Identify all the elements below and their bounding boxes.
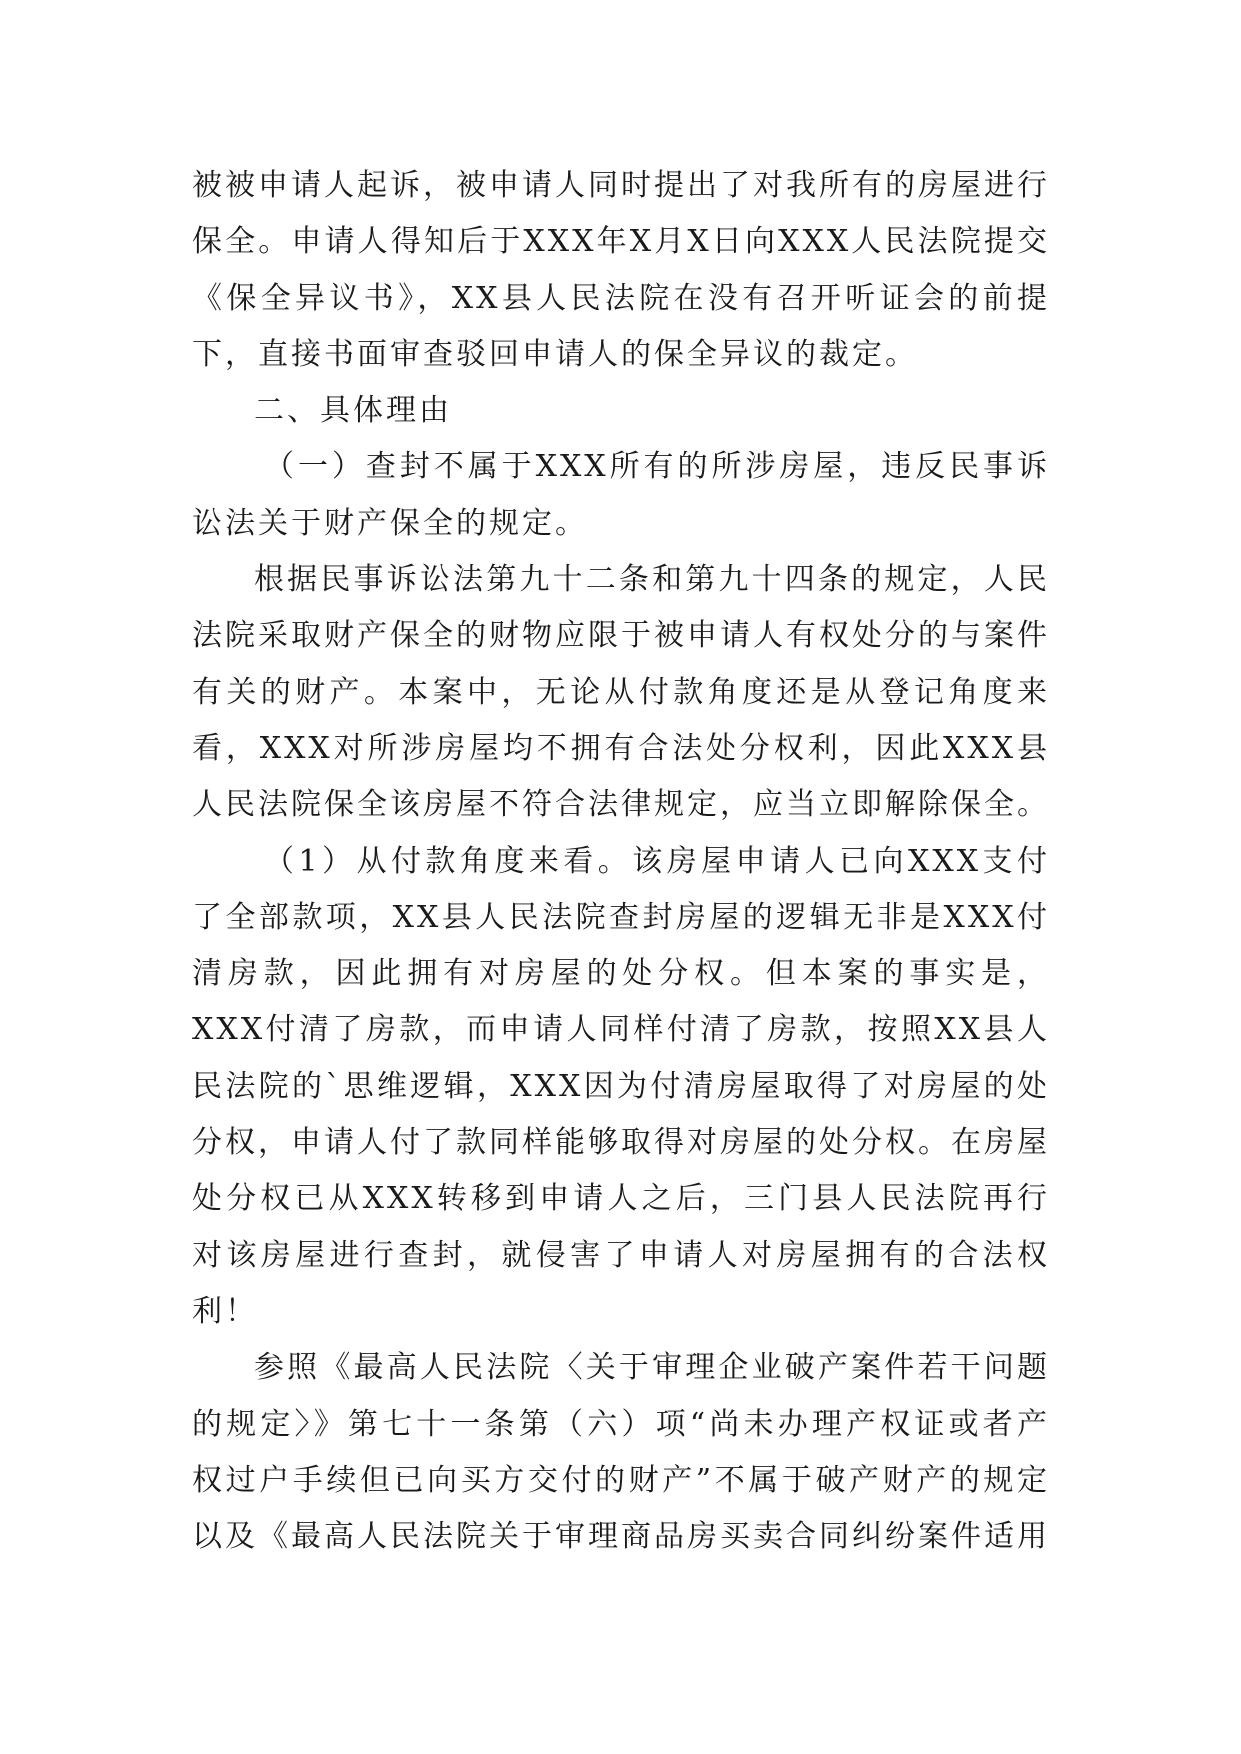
paragraph-payment-perspective: （1）从付款角度来看。该房屋申请人已向XXX支付了全部款项，XX县人民法院查封房屋的逻辑无非是XXX付清房款，因此拥有对房屋的处分权。但本案的事实是，XXX付清了房款，而申请人同样付清了房款，按照XX县人民法院的`思维逻辑，XXX因为付清房屋取得了对房屋的处分权，申请人付了款同样能够取得对房屋的处分权。在房屋处分权已从XXX转移到申请人之后，三门县人民法院再行对该房屋进行查封，就侵害了申请人对房屋拥有的合法权利！ xyxy=(192,843,1050,1329)
document-body xyxy=(192,158,1050,1565)
paragraph-reason-one-heading: （一）查封不属于XXX所有的所涉房屋，违反民事诉讼法关于财产保全的规定。 xyxy=(192,449,1050,541)
paragraph-civil-procedure-basis: 根据民事诉讼法第九十二条和第九十四条的规定，人民法院采取财产保全的财物应限于被申请人有权处分的与案件有关的财产。本案中，无论从付款角度还是从登记角度来看，XXX对所涉房屋均不拥有合法处分权利，因此XXX县人民法院保全该房屋不符合法律规定，应当立即解除保全。 xyxy=(192,562,1050,823)
section-heading-specific-reasons: 二、具体理由 xyxy=(254,393,452,429)
paragraph-supreme-court-reference: 参照《最高人民法院〈关于审理企业破产案件若干问题的规定〉》第七十一条第（六）项“尚未办理产权证或者产权过户手续但已向买方交付的财产”不属于破产财产的规定以及《最高人民法院关于审理商品房买卖合同纠纷案件适用 xyxy=(192,1350,1050,1555)
paragraph-background-continued: 被被申请人起诉，被申请人同时提出了对我所有的房屋进行保全。申请人得知后于XXX年X月X日向XXX人民法院提交《保全异议书》，XX县人民法院在没有召开听证会的前提下，直接书面审查驳回申请人的保全异议的裁定。 xyxy=(192,168,1050,372)
